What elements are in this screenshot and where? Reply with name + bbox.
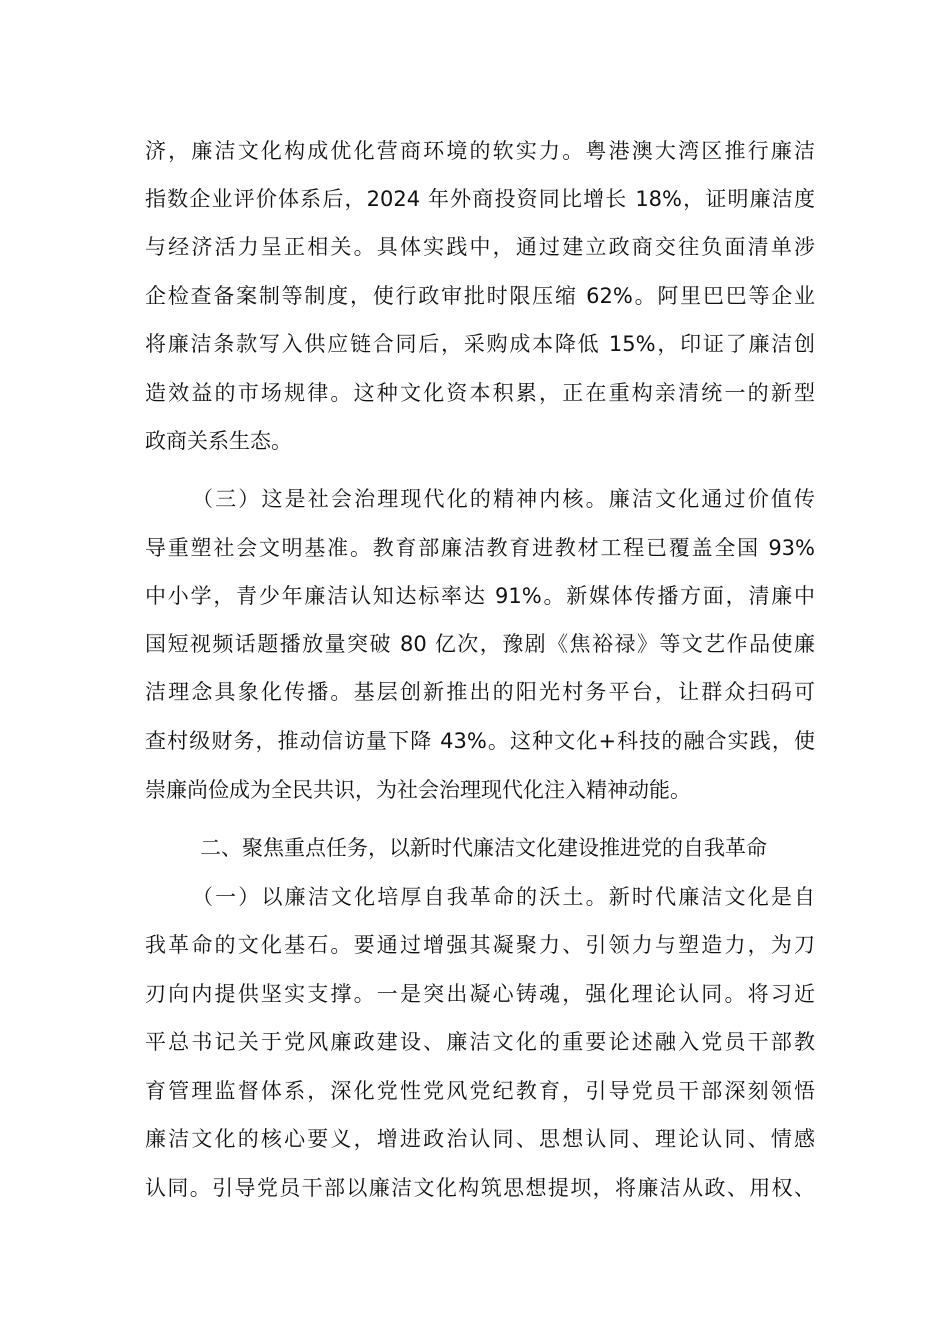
paragraph-2-line-3: 中小学，青少年廉洁认知达标率达 91%。新媒体传播方面，清廉中 xyxy=(145,584,815,608)
paragraph-1-line-7: 政商关系生态。 xyxy=(145,429,292,453)
paragraph-3-line-3: 刃向内提供坚实支撑。一是突出凝心铸魂，强化理论认同。将习近 xyxy=(145,982,815,1006)
section-heading: 二、聚焦重点任务，以新时代廉洁文化建设推进党的自我革命 xyxy=(200,836,767,860)
paragraph-2-line-5: 洁理念具象化传播。基层创新推出的阳光村务平台，让群众扫码可 xyxy=(145,680,815,704)
paragraph-1-line-6: 造效益的市场规律。这种文化资本积累，正在重构亲清统一的新型 xyxy=(145,381,815,405)
paragraph-2-line-4: 国短视频话题播放量突破 80 亿次，豫剧《焦裕禄》等文艺作品使廉 xyxy=(145,632,815,656)
paragraph-1-line-4: 企检查备案制等制度，使行政审批时限压缩 62%。阿里巴巴等企业 xyxy=(145,284,815,308)
paragraph-1-line-5: 将廉洁条款写入供应链合同后，采购成本降低 15%，印证了廉洁创 xyxy=(145,332,815,356)
paragraph-1-line-2: 指数企业评价体系后，2024 年外商投资同比增长 18%，证明廉洁度 xyxy=(145,187,815,211)
paragraph-3-line-5: 育管理监督体系，深化党性党风党纪教育，引导党员干部深刻领悟 xyxy=(145,1079,815,1103)
paragraph-2-line-6: 查村级财务，推动信访量下降 43%。这种文化+科技的融合实践，使 xyxy=(145,729,815,753)
paragraph-3-line-6: 廉洁文化的核心要义，增进政治认同、思想认同、理论认同、情感 xyxy=(145,1127,815,1151)
paragraph-3-line-4: 平总书记关于党风廉政建设、廉洁文化的重要论述融入党员干部教 xyxy=(145,1030,815,1054)
paragraph-1-line-3: 与经济活力呈正相关。具体实践中，通过建立政商交往负面清单涉 xyxy=(145,235,815,259)
paragraph-2-line-1: （三）这是社会治理现代化的精神内核。廉洁文化通过价值传 xyxy=(192,487,815,511)
paragraph-3-line-7: 认同。引导党员干部以廉洁文化构筑思想提坝，将廉洁从政、用权、 xyxy=(145,1176,815,1200)
paragraph-2-line-7: 崇廉尚俭成为全民共识，为社会治理现代化注入精神动能。 xyxy=(145,778,691,802)
paragraph-3-line-1: （一）以廉洁文化培厚自我革命的沃土。新时代廉洁文化是自 xyxy=(192,885,815,909)
paragraph-2-line-2: 导重塑社会文明基准。教育部廉洁教育进教材工程已覆盖全国 93% xyxy=(145,536,815,560)
paragraph-3-line-2: 我革命的文化基石。要通过增强其凝聚力、引领力与塑造力，为刀 xyxy=(145,933,815,957)
paragraph-1-line-1: 济，廉洁文化构成优化营商环境的软实力。粤港澳大湾区推行廉洁 xyxy=(145,139,815,163)
